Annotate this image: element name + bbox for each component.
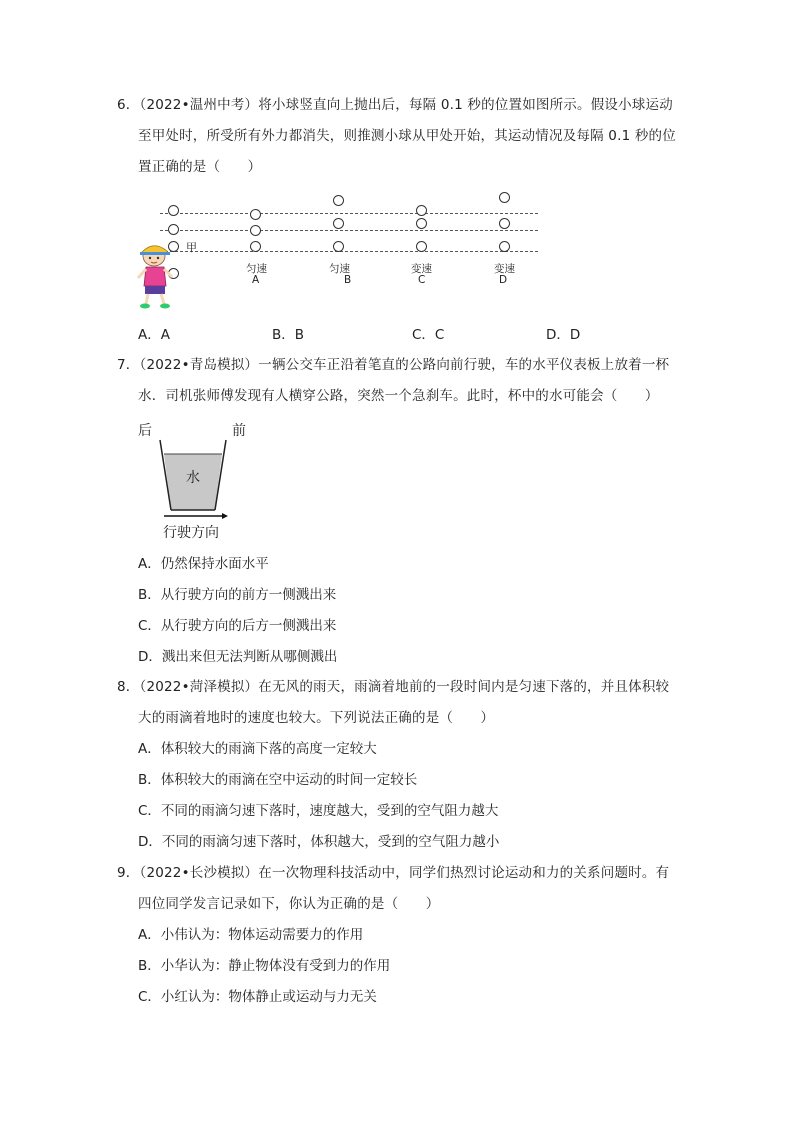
ball (333, 241, 344, 252)
q6-option-c[interactable]: C．C (412, 327, 445, 343)
q7-option-a[interactable]: A．仍然保持水面水平 (138, 556, 269, 572)
q8-option-c[interactable]: C．不同的雨滴匀速下落时，速度越大，受到的空气阻力越大 (138, 803, 499, 819)
ball (168, 205, 179, 216)
ball (250, 209, 261, 220)
q8-line-2: 大的雨滴着地时的速度也较大。下列说法正确的是（ ） (138, 710, 495, 726)
ball (250, 241, 261, 252)
ball (416, 205, 427, 216)
ball (499, 241, 510, 252)
q9-line-2: 四位同学发言记录如下，你认为正确的是（ ） (138, 896, 440, 912)
ball (499, 192, 510, 203)
col-c-motion: 变速 (411, 263, 432, 275)
q7-option-d[interactable]: D．溅出来但无法判断从哪侧溅出 (138, 649, 338, 665)
q7-line-1: 7．（2022•青岛模拟）一辆公交车正沿着笔直的公路向前行驶，车的水平仪表板上放着一杯 (117, 357, 670, 373)
ball (416, 218, 427, 229)
q8-option-b[interactable]: B．体积较大的雨滴在空中运动的时间一定较长 (138, 772, 418, 788)
col-d-motion: 变速 (494, 263, 515, 275)
back-label: 后 (138, 423, 152, 439)
col-c-letter: C (418, 274, 426, 286)
q9-option-a[interactable]: A．小伟认为：物体运动需要力的作用 (138, 927, 364, 943)
q8-option-a[interactable]: A．体积较大的雨滴下落的高度一定较大 (138, 741, 377, 757)
col-a-motion: 匀速 (246, 263, 267, 275)
q8-option-d[interactable]: D．不同的雨滴匀速下落时，体积越大，受到的空气阻力越小 (138, 834, 500, 850)
q7-option-b[interactable]: B．从行驶方向的前方一侧溅出来 (138, 587, 337, 603)
q7-option-c[interactable]: C．从行驶方向的后方一侧溅出来 (138, 618, 337, 634)
q6-option-a[interactable]: A．A (138, 327, 170, 343)
q9-line-1: 9．（2022•长沙模拟）在一次物理科技活动中，同学们热烈讨论运动和力的关系问题时。有 (117, 865, 670, 881)
front-label: 前 (232, 423, 246, 439)
q6-option-d[interactable]: D．D (546, 327, 581, 343)
dashed-line-middle (160, 230, 538, 231)
dashed-line-bottom (160, 251, 538, 252)
ball (499, 218, 510, 229)
col-a-letter: A (252, 274, 260, 286)
col-d-letter: D (499, 274, 508, 286)
q7-line-2: 水．司机张师傅发现有人横穿公路，突然一个急刹车。此时，杯中的水可能会（ ） (138, 388, 659, 404)
dashed-line-top (160, 213, 538, 214)
ball (333, 218, 344, 229)
q6-line-3: 置正确的是（ ） (138, 159, 262, 175)
q6-line-2: 至甲处时，所受所有外力都消失，则推测小球从甲处开始，其运动情况及每隔 0.1 秒的位 (138, 128, 676, 144)
direction-label: 行驶方向 (163, 525, 219, 541)
ball (250, 225, 261, 236)
col-b-motion: 匀速 (329, 263, 350, 275)
ball (416, 241, 427, 252)
jia-label: 甲 (186, 241, 197, 254)
q9-option-c[interactable]: C．小红认为：物体静止或运动与力无关 (138, 989, 377, 1005)
q7-cup-figure (138, 418, 278, 543)
water-label: 水 (186, 470, 200, 486)
col-b-letter: B (344, 274, 352, 286)
q9-option-b[interactable]: B．小华认为：静止物体没有受到力的作用 (138, 958, 391, 974)
q6-option-b[interactable]: B．B (272, 327, 305, 343)
q8-line-1: 8．（2022•菏泽模拟）在无风的雨天，雨滴着地前的一段时间内是匀速下落的，并且体积较 (117, 679, 670, 695)
ball (333, 195, 344, 206)
child-illustration (134, 242, 176, 312)
q6-line-1: 6．（2022•温州中考）将小球竖直向上抛出后，每隔 0.1 秒的位置如图所示。假设小球运动 (117, 97, 673, 113)
ball (168, 224, 179, 235)
